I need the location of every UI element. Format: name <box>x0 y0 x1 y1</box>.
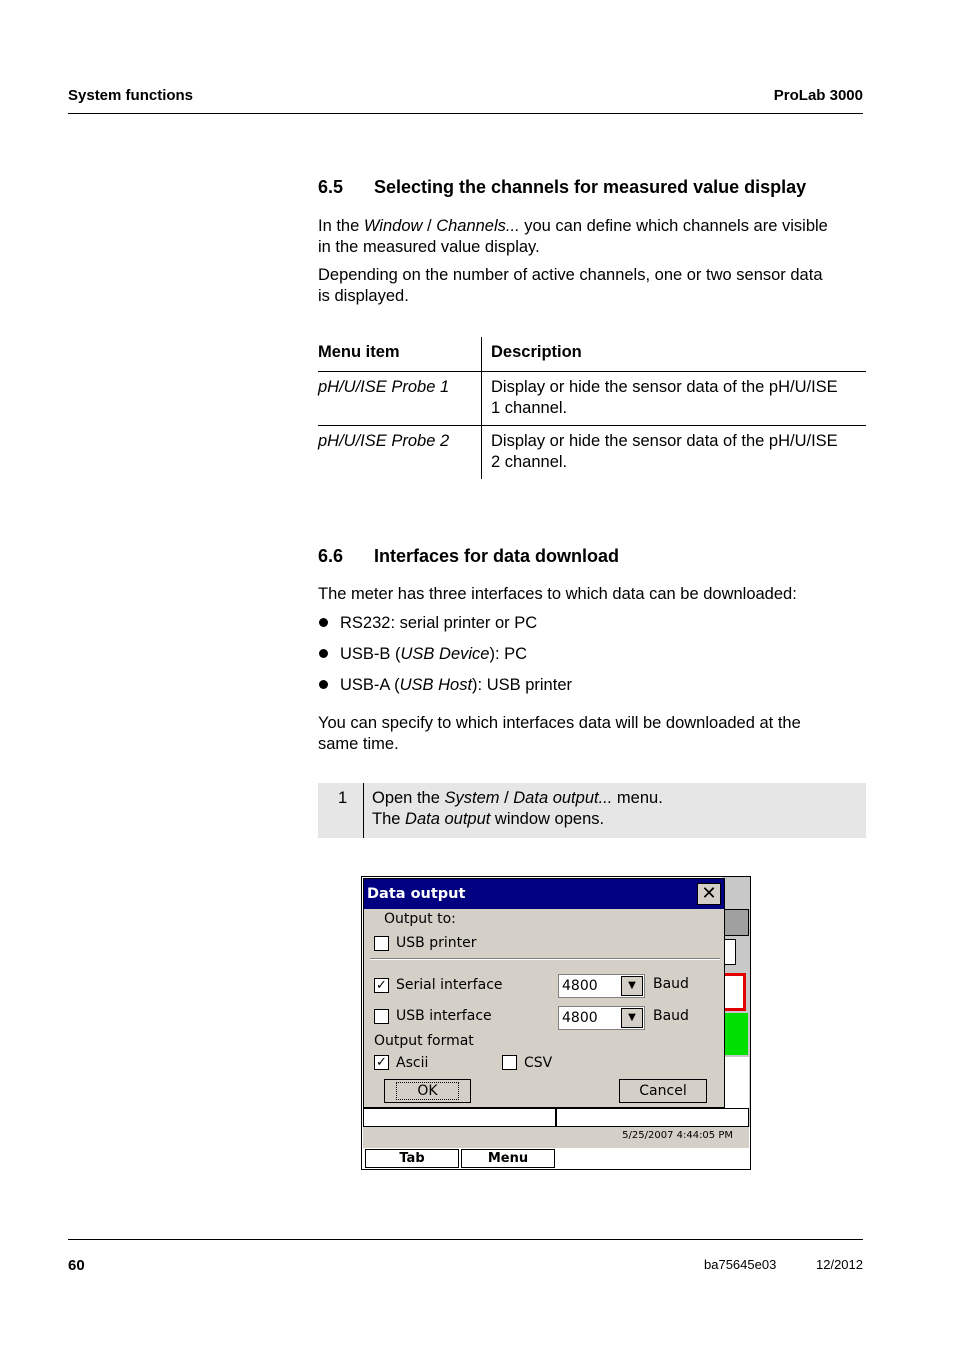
serial-baud-value: 4800 <box>562 978 598 994</box>
output-format-label: Output format <box>374 1033 474 1049</box>
section-6-5-number: 6.5 <box>318 177 344 197</box>
bullet-icon <box>319 649 328 658</box>
paragraph-interfaces-intro: The meter has three interfaces to which data can be downloaded: <box>318 585 797 603</box>
table-header-menu-item: Menu item <box>318 337 482 372</box>
usb-printer-checkbox[interactable] <box>374 936 389 951</box>
output-to-label: Output to: <box>384 911 456 927</box>
step-number-cell <box>318 783 364 838</box>
table-cell-description: Display or hide the sensor data of the pH/U/ISE 1 channel. <box>482 372 867 426</box>
close-button[interactable] <box>697 883 721 905</box>
ok-label: OK <box>396 1082 458 1100</box>
usb-baud-unit: Baud <box>653 1008 689 1024</box>
serial-interface-checkbox[interactable] <box>374 978 389 993</box>
background-window <box>722 877 750 1127</box>
footer-rule <box>68 1239 863 1240</box>
status-field-right <box>556 1108 749 1127</box>
cancel-label: Cancel <box>639 1083 687 1099</box>
background-tab <box>722 909 749 936</box>
ok-button[interactable] <box>384 1079 471 1103</box>
usb-interface-label: USB interface <box>396 1008 492 1024</box>
data-output-dialog <box>363 878 725 1108</box>
bullet-usb-b: USB-B (USB Device): PC <box>340 645 528 663</box>
menu-item-table <box>318 337 866 479</box>
status-time: 5/25/2007 4:44:05 PM <box>622 1130 733 1141</box>
csv-checkbox[interactable] <box>502 1055 517 1070</box>
document-number: ba75645e03 <box>704 1257 777 1272</box>
group-divider <box>370 958 720 960</box>
tab-button[interactable]: Tab <box>365 1149 459 1168</box>
header-rule <box>68 113 863 114</box>
running-header-product: ProLab 3000 <box>773 87 863 104</box>
table-row <box>318 372 866 426</box>
check-icon: ✓ <box>376 978 387 993</box>
section-6-6-title: Interfaces for data download <box>374 546 620 566</box>
usb-baud-value: 4800 <box>562 1010 598 1026</box>
data-output-screenshot <box>361 876 751 1170</box>
chevron-down-icon: ▼ <box>621 976 643 996</box>
usb-printer-label: USB printer <box>396 935 477 951</box>
cancel-button[interactable] <box>619 1079 707 1103</box>
status-field-left <box>363 1108 556 1127</box>
gauge-icon <box>722 973 746 1011</box>
bullet-icon <box>319 618 328 627</box>
csv-label: CSV <box>524 1055 553 1071</box>
status-bar <box>363 1127 749 1148</box>
table-cell-item: pH/U/ISE Probe 1 <box>318 378 450 396</box>
chevron-down-icon: ▼ <box>621 1008 643 1028</box>
paragraph-window-channels: In the Window / Channels... you can define which channels are visible in the measured value display. <box>318 217 828 256</box>
page-number: 60 <box>68 1257 85 1274</box>
dialog-title: Data output <box>367 886 466 902</box>
menu-button[interactable]: Menu <box>461 1149 555 1168</box>
table-cell-item: pH/U/ISE Probe 2 <box>318 432 450 450</box>
document-date: 12/2012 <box>816 1257 863 1272</box>
bullet-usb-a: USB-A (USB Host): USB printer <box>340 676 572 694</box>
serial-baud-select[interactable] <box>558 974 645 998</box>
usb-interface-checkbox[interactable] <box>374 1009 389 1024</box>
section-6-6-number: 6.6 <box>318 546 344 566</box>
paragraph-active-channels: Depending on the number of active channels, one or two sensor data is displayed. <box>318 266 823 305</box>
step-number: 1 <box>338 789 348 807</box>
status-green-indicator <box>722 1013 748 1055</box>
table-row <box>318 426 866 480</box>
usb-baud-select[interactable] <box>558 1006 645 1030</box>
ascii-checkbox[interactable] <box>374 1055 389 1070</box>
ascii-label: Ascii <box>396 1055 429 1071</box>
section-6-5-title: Selecting the channels for measured value display <box>374 177 807 197</box>
step-box <box>318 783 866 838</box>
running-header-section: System functions <box>68 87 194 104</box>
table-header-description: Description <box>482 337 867 372</box>
check-icon: ✓ <box>376 1055 387 1070</box>
dialog-titlebar <box>364 879 724 909</box>
bullet-rs232: RS232: serial printer or PC <box>340 614 538 632</box>
paragraph-simultaneous: You can specify to which interfaces data will be downloaded at the same time. <box>318 714 801 753</box>
serial-interface-label: Serial interface <box>396 977 503 993</box>
table-cell-description: Display or hide the sensor data of the pH/U/ISE 2 channel. <box>482 426 867 480</box>
serial-baud-unit: Baud <box>653 976 689 992</box>
step-text: Open the System / Data output... menu. The Data output window opens. <box>372 789 663 828</box>
bullet-icon <box>319 680 328 689</box>
close-icon: ✕ <box>701 883 717 904</box>
